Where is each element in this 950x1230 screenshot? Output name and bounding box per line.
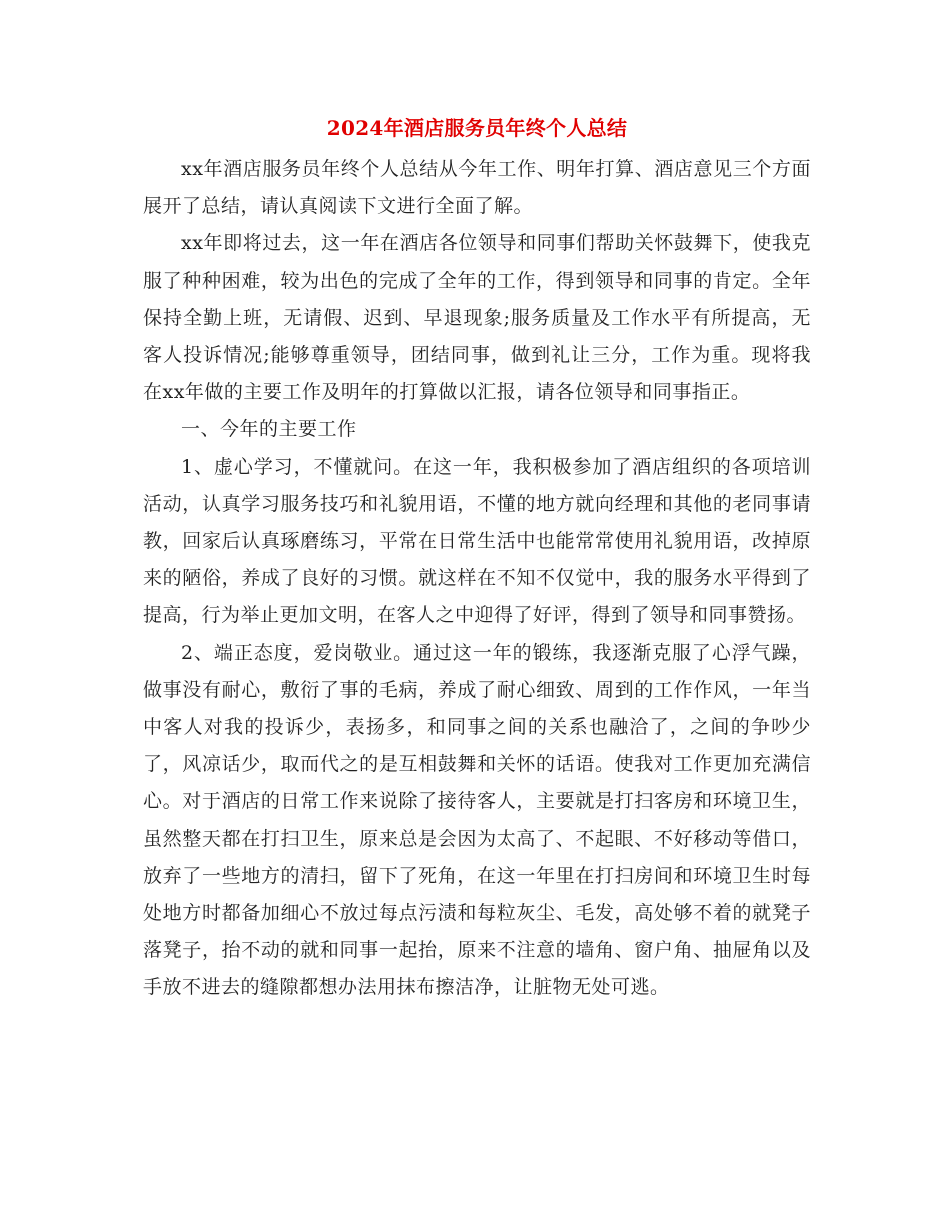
document-page: [143, 108, 811, 1007]
document-title: 2024年酒店服务员年终个人总结: [326, 116, 628, 140]
paragraph-item-2: 2、端正态度，爱岗敬业。通过这一年的锻练，我逐渐克服了心浮气躁，做事没有耐心，敷衍了事的毛病，养成了耐心细致、周到的工作作风，一年当中客人对我的投诉少，表扬多，和同事之间的关系也融洽了，之间的争吵少了，风凉话少，取而代之的是互相鼓舞和关怀的话语。使我对工作更加充满信心。对于酒店的日常工作来说除了接待客人，主要就是打扫客房和环境卫生，虽然整天都在打扫卫生，原来总是会因为太高了、不起眼、不好移动等借口，放弃了一些地方的清扫，留下了死角，在这一年里在打扫房间和环境卫生时每处地方时都备加细心不放过每点污渍和每粒灰尘、毛发，高处够不着的就凳子落凳子，抬不动的就和同事一起抬，原来不注意的墙角、窗户角、抽屉角以及手放不进去的缝隙都想办法用抹布擦洁净，让脏物无处可逃。: [143, 641, 811, 999]
paragraph-overview: xx年即将过去，这一年在酒店各位领导和同事们帮助关怀鼓舞下，使我克服了种种困难，较为出色的完成了全年的工作，得到领导和同事的肯定。全年保持全勤上班，无请假、迟到、早退现象;服务质量及工作水平有所提高，无客人投诉情况;能够尊重领导，团结同事，做到礼让三分，工作为重。现将我在xx年做的主要工作及明年的打算做以汇报，请各位领导和同事指正。: [143, 232, 811, 404]
section-heading-main-work: 一、今年的主要工作: [181, 418, 357, 441]
paragraph-item-1: 1、虚心学习，不懂就问。在这一年，我积极参加了酒店组织的各项培训活动，认真学习服务技巧和礼貌用语，不懂的地方就向经理和其他的老同事请教，回家后认真琢磨练习，平常在日常生活中也能常常使用礼貌用语，改掉原来的陋俗，养成了良好的习惯。就这样在不知不仅觉中，我的服务水平得到了提高，行为举止更加文明，在客人之中迎得了好评，得到了领导和同事赞扬。: [143, 455, 811, 627]
paragraph-intro: xx年酒店服务员年终个人总结从今年工作、明年打算、酒店意见三个方面展开了总结，请认真阅读下文进行全面了解。: [143, 158, 811, 218]
